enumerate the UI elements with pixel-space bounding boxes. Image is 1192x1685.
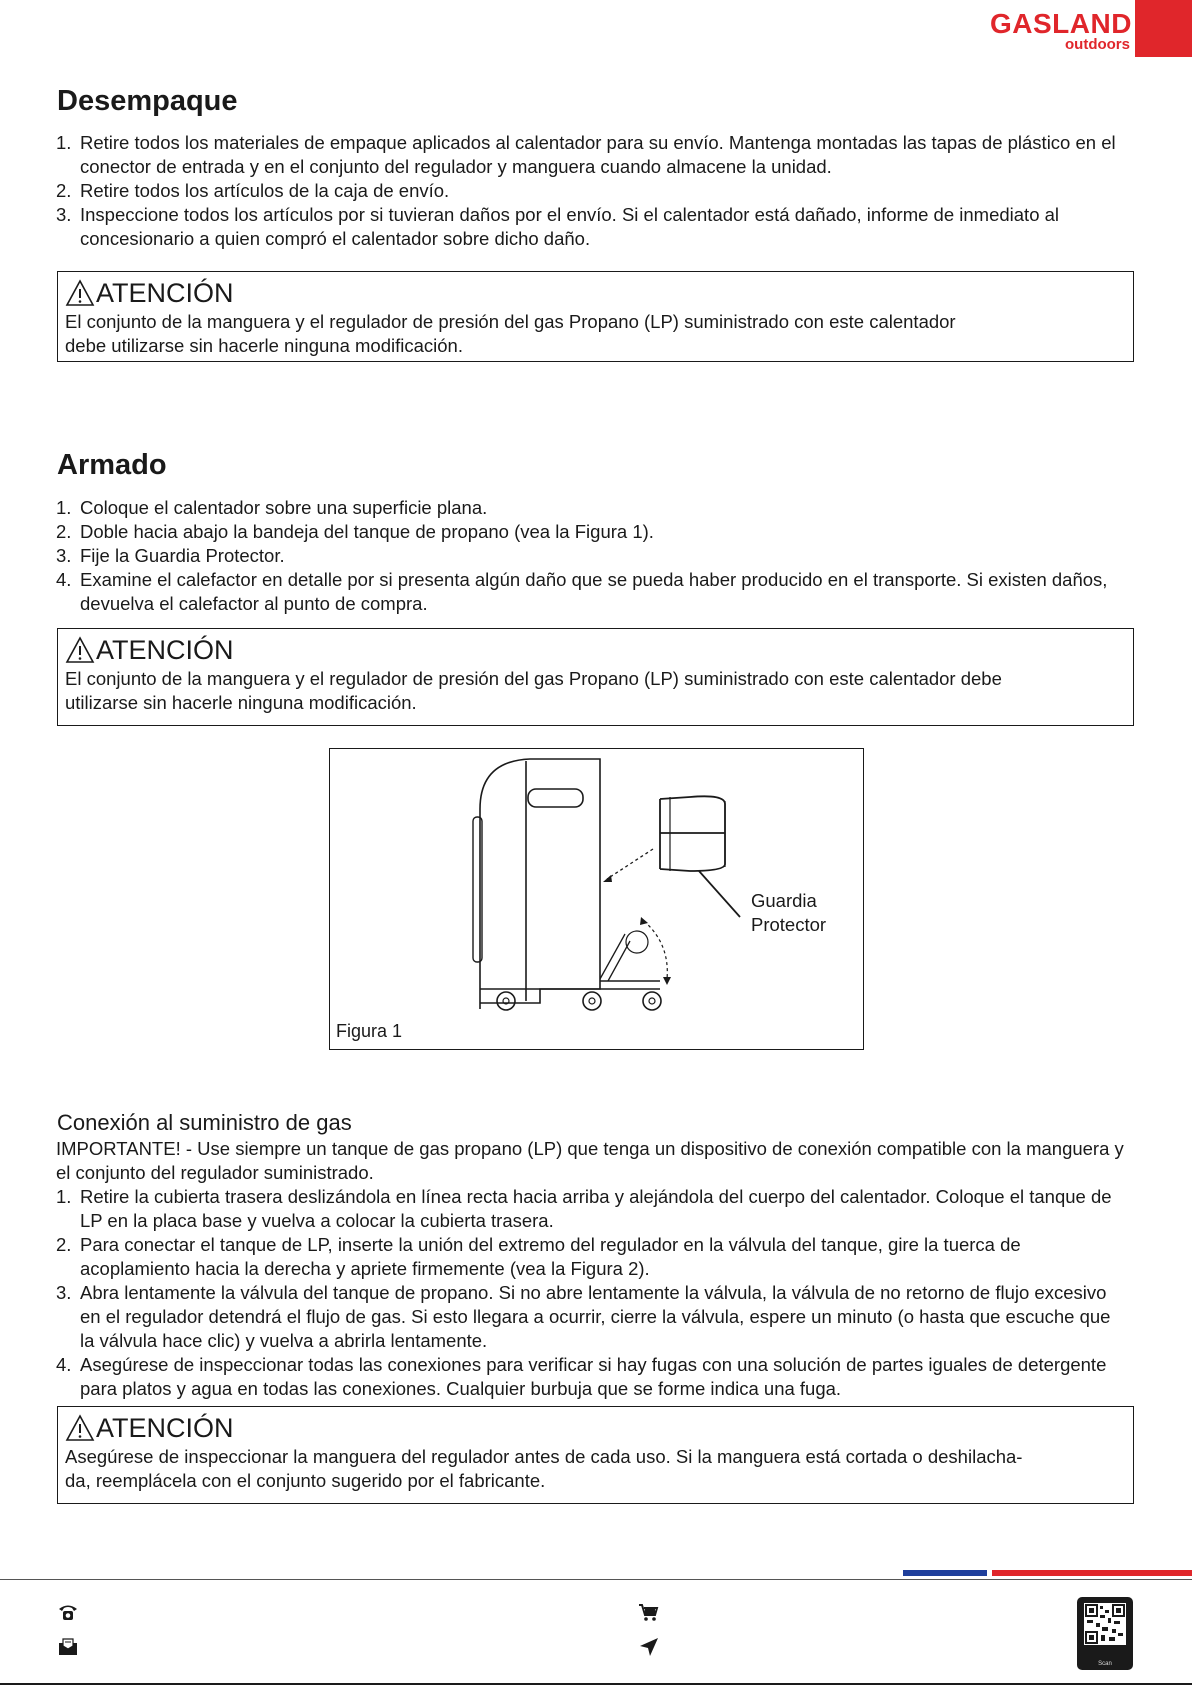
important-note: IMPORTANTE! - Use siempre un tanque de gas propano (LP) que tenga un dispositivo de conexión compatible con la manguera y el conjunto del regulador suministrado. <box>56 1138 1124 1183</box>
warning-line: debe utilizarse sin hacerle ninguna modificación. <box>65 335 463 356</box>
qr-code <box>1077 1597 1133 1670</box>
list-item: 2. Para conectar el tanque de LP, inserte la unión del extremo del regulador en la válvula del tanque, gire la tuerca de acoplamiento hacia la derecha y apriete firmemente (vea la Figura 2). <box>56 1234 1021 1279</box>
logo-sub-text: outdoors <box>1065 36 1130 53</box>
desempaque-list <box>56 131 1126 251</box>
list-item: 1. Retire todos los materiales de empaque aplicados al calentador para su envío. Mantenga montadas las tapas de plástico en el conector de entrada y en el conjunto del regulador y manguera cuando almacene la unidad. <box>56 132 1116 177</box>
qr-caption: Scan <box>1098 1661 1112 1667</box>
warning-line: El conjunto de la manguera y el regulador de presión del gas Propano (LP) suministrado con este calentador <box>65 311 956 332</box>
armado-list <box>56 496 1126 616</box>
list-item: 3. Fije la Guardia Protector. <box>56 545 285 566</box>
phone-icon <box>57 1601 79 1623</box>
list-item: 3. Inspeccione todos los artículos por si tuvieran daños por el envío. Si el calentador está dañado, informe de inmediato al concesionario a quien compró el calentador sobre dicho daño. <box>56 204 1060 249</box>
location-arrow-icon <box>638 1636 660 1658</box>
warning-triangle-icon <box>65 636 95 664</box>
footer-accent-blue <box>903 1570 987 1576</box>
warning-line: da, reemplácela con el conjunto sugerido por el fabricante. <box>65 1470 546 1491</box>
list-item: 2. Doble hacia abajo la bandeja del tanque de propano (vea la Figura 1). <box>56 521 654 542</box>
warning-line: utilizarse sin hacerle ninguna modificación. <box>65 692 417 713</box>
mail-icon <box>57 1636 79 1658</box>
list-item: 1. Coloque el calentador sobre una superficie plana. <box>56 497 488 518</box>
list-item: 4. Asegúrese de inspeccionar todas las conexiones para verificar si hay fugas con una solución de partes iguales de detergente para platos y agua en todas las conexiones. Cualquier burbuja que se forme indica una fuga. <box>56 1354 1107 1399</box>
warning-box-conexion <box>57 1406 1134 1504</box>
guard-protector-label: Guardia Protector <box>751 890 827 935</box>
warning-box-desempaque <box>57 271 1134 362</box>
logo-main-text: GASLAND <box>990 8 1132 39</box>
section-title-armado: Armado <box>57 449 167 481</box>
warning-line: Asegúrese de inspeccionar la manguera del regulador antes de cada uso. Si la manguera está cortada o deshilacha- <box>65 1446 1023 1467</box>
cart-icon <box>638 1601 660 1623</box>
gasland-logo <box>990 8 1130 52</box>
warning-title: ATENCIÓN <box>96 635 234 665</box>
brand-color-bar <box>1135 0 1192 57</box>
footer-accent-red <box>992 1570 1192 1576</box>
section-title-desempaque: Desempaque <box>57 85 238 117</box>
conexion-list <box>56 1185 1126 1401</box>
list-item: 4. Examine el calefactor en detalle por si presenta algún daño que se pueda haber producido en el transporte. Si existen daños, devuelva el calefactor al punto de compra. <box>56 569 1108 614</box>
warning-box-armado <box>57 628 1134 726</box>
list-item: 2. Retire todos los artículos de la caja de envío. <box>56 180 450 201</box>
section-title-conexion: Conexión al suministro de gas <box>57 1110 352 1135</box>
list-item: 1. Retire la cubierta trasera deslizándola en línea recta hacia arriba y alejándola del cuerpo del calentador. Coloque el tanque de LP en la placa base y vuelva a colocar la cubierta trasera. <box>56 1186 1112 1231</box>
figure-1 <box>329 748 864 1050</box>
qr-pattern <box>1084 1603 1126 1645</box>
list-item: 3. Abra lentamente la válvula del tanque de propano. Si no abre lentamente la válvula, la válvula de no retorno de flujo excesivo en el regulador detendrá el flujo de gas. Si esto llegara a ocurrir, cierre la válvula, espere un minuto (o hasta que escuche que la válvula hace clic) y vuelva a abrirla lentamente. <box>56 1282 1111 1351</box>
warning-triangle-icon <box>65 1414 95 1442</box>
warning-triangle-icon <box>65 279 95 307</box>
figure-caption: Figura 1 <box>336 1021 403 1041</box>
footer-divider <box>0 1579 1192 1580</box>
warning-title: ATENCIÓN <box>96 1413 234 1443</box>
warning-title: ATENCIÓN <box>96 278 234 308</box>
warning-line: El conjunto de la manguera y el regulador de presión del gas Propano (LP) suministrado con este calentador debe <box>65 668 1002 689</box>
